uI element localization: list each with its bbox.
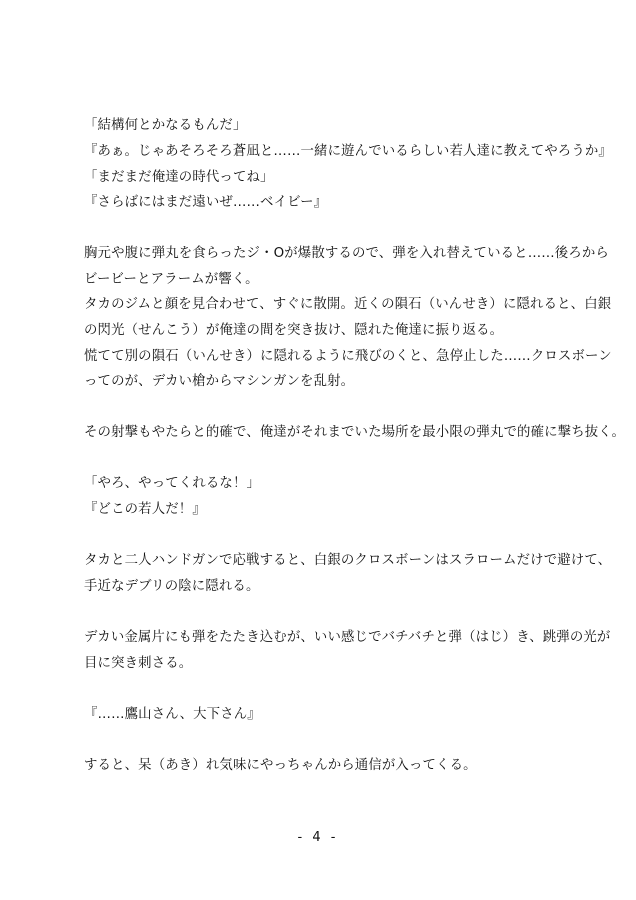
body-text-line: 手近なデブリの陰に隠れる。	[84, 579, 260, 594]
dialogue-line: 『どこの若人だ！』	[84, 502, 206, 517]
body-text-line: ビービーとアラームが響く。	[84, 272, 259, 287]
body-text-line: 胸元や腹に弾丸を食らったジ・Oが爆散するので、弾を入れ替えていると……後ろから	[84, 246, 609, 261]
dialogue-line: 「やろ、やってくれるな！」	[84, 476, 261, 491]
dialogue-line: 『さらばにはまだ遠いぜ……ベイビー』	[84, 195, 328, 210]
dialogue-line: 「結構何とかなるもんだ」	[84, 118, 247, 133]
dialogue-line: 『あぁ。じゃあそろそろ蒼凪と……一緒に遊んでいるらしい若人達に教えてやろうか』	[84, 144, 612, 159]
body-text-line: 目に突き刺さる。	[84, 656, 193, 671]
dialogue-line: 「まだまだ俺達の時代ってね」	[84, 170, 274, 185]
body-text-line: デカい金属片にも弾をたたき込むが、いい感じでバチバチと弾（はじ）き、跳弾の光が	[84, 630, 611, 645]
page-number: - 4 -	[297, 830, 339, 845]
body-text-line: タカと二人ハンドガンで応戦すると、白銀のクロスボーンはスラロームだけで避けて、	[84, 553, 612, 568]
body-text-line: の閃光（せんこう）が俺達の間を突き抜け、隠れた俺達に振り返る。	[84, 323, 504, 338]
body-text-line: その射撃もやたらと的確で、俺達がそれまでいた場所を最小限の弾丸で的確に撃ち抜く。	[84, 425, 626, 440]
body-text-line: 慌てて別の隕石（いんせき）に隠れるように飛びのくと、急停止した……クロスボーン	[84, 349, 612, 364]
body-text-line: すると、呆（あき）れ気味にやっちゃんから通信が入ってくる。	[84, 758, 477, 773]
body-text-line: ってのが、デカい槍からマシンガンを乱射。	[84, 374, 355, 389]
body-text-line: タカのジムと顔を見合わせて、すぐに散開。近くの隕石（いんせき）に隠れると、白銀	[84, 297, 612, 312]
dialogue-line: 『……鷹山さん、大下さん』	[84, 707, 261, 722]
